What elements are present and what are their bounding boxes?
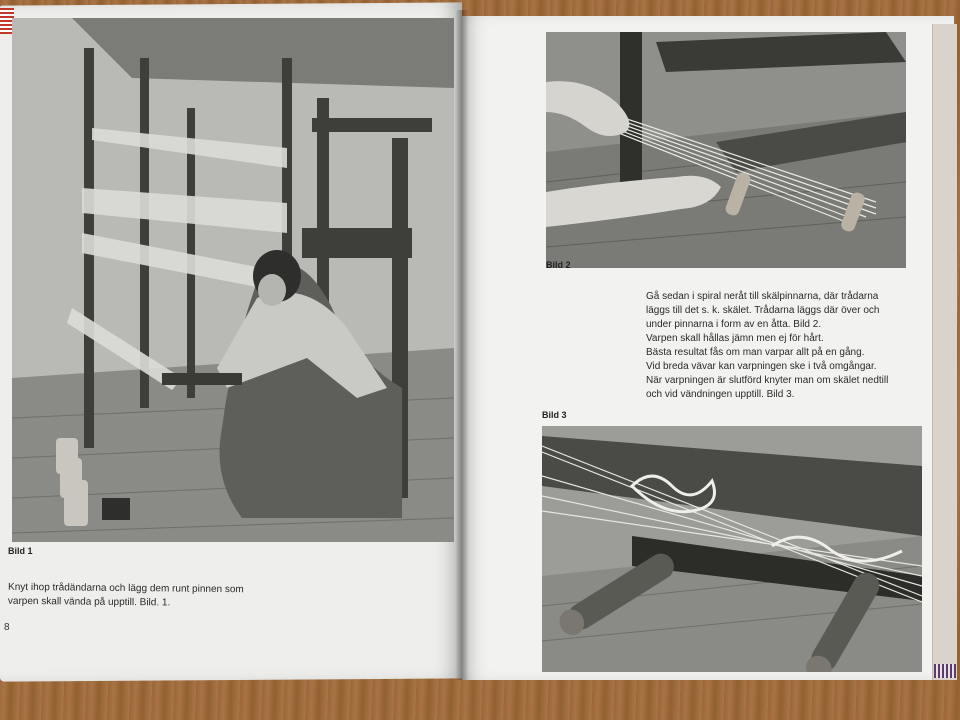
cover-pattern (934, 664, 956, 678)
right-page-text (646, 290, 888, 402)
book-cover-edge (932, 24, 957, 680)
text-line: Gå sedan i spiral neråt till skälpinnarna, där trådarna (646, 291, 879, 302)
text-line: Varpen skall hållas jämn men ej för hårt. (646, 333, 824, 344)
photo-pegs-knots (542, 426, 922, 672)
book-gutter (455, 10, 469, 680)
photo-1-caption: Bild 1 (8, 546, 33, 556)
text-line: och vid vändningen upptill. Bild 3. (646, 389, 795, 400)
photo-3-caption: Bild 3 (542, 410, 567, 420)
page-number: 8 (4, 622, 10, 633)
text-line: under pinnarna i form av en åtta. Bild 2. (646, 319, 822, 330)
text-line: läggs till det s. k. skälet. Trådarna läggs där över och (646, 305, 880, 316)
photo-hands-threads (546, 32, 906, 268)
left-page-text (8, 581, 244, 611)
text-line: varpen skall vända på upptill. Bild. 1. (7, 595, 171, 609)
text-line: När varpningen är slutförd knyter man om skälet nedtill (646, 375, 889, 386)
text-line: Knyt ihop trådändarna och lägg dem runt pinnen som (8, 581, 244, 596)
photo-2-caption: Bild 2 (546, 260, 571, 270)
text-line: Vid breda vävar kan varpningen ske i två omgångar. (646, 361, 877, 372)
photo-woman-warping (12, 18, 454, 542)
text-line: Bästa resultat fås om man varpar allt på en gång. (646, 347, 865, 358)
